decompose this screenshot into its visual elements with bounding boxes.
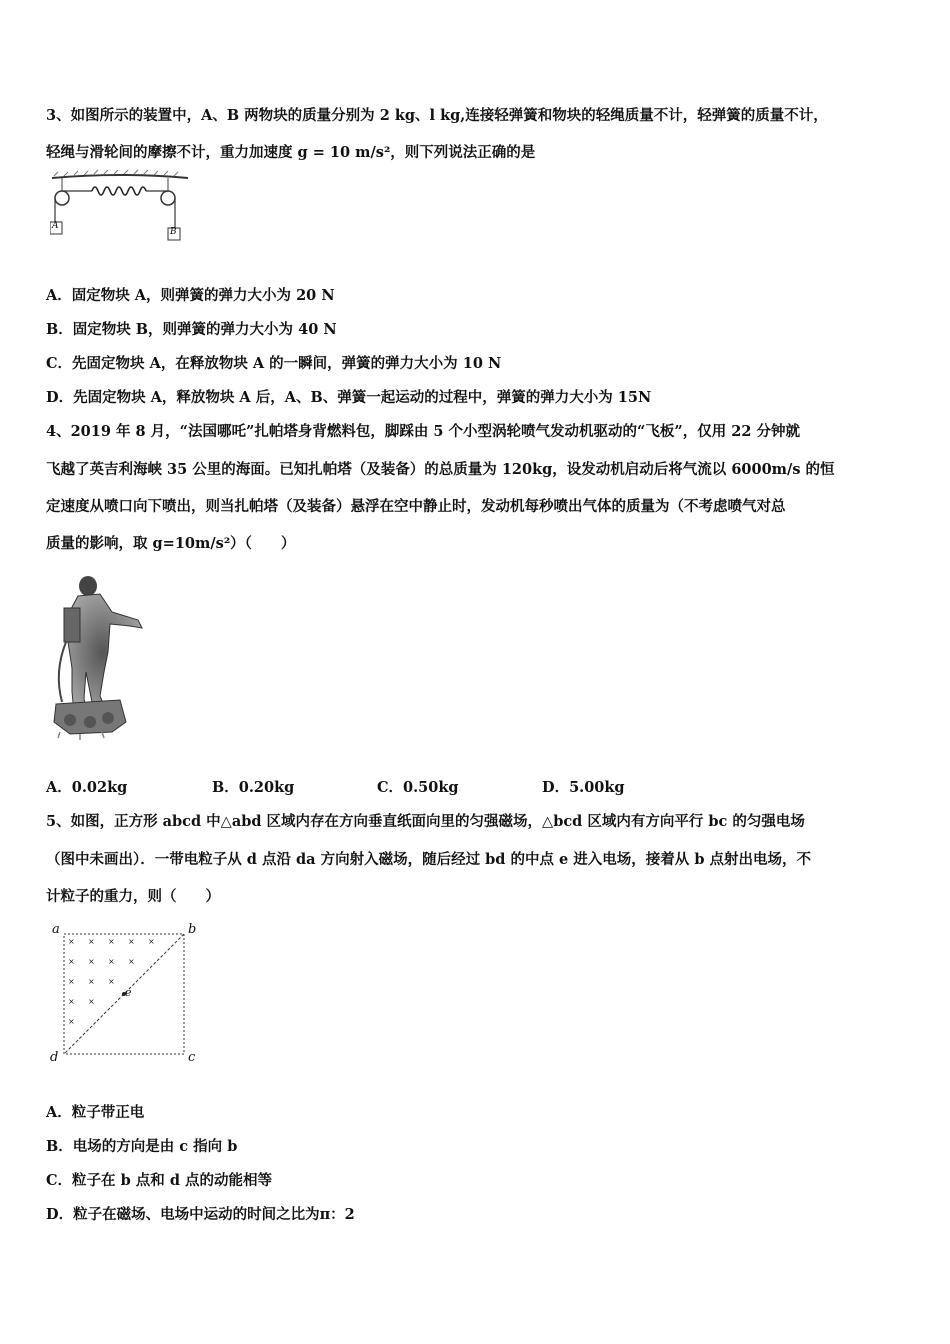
q3-option-d: D．先固定物块 A，释放物块 A 后，A、B、弹簧一起运动的过程中，弹簧的弹力大小为 15N	[46, 389, 652, 406]
q5-option-a: A．粒子带正电	[46, 1104, 145, 1121]
magnetic-field-cross: ×	[108, 977, 115, 986]
magnetic-field-cross: ×	[128, 957, 135, 966]
q4-option-b: B．0.20kg	[212, 779, 295, 796]
q4-text-line-1: 4、2019 年 8 月，“法国哪吒”扎帕塔身背燃料包，脚踩由 5 个小型涡轮喷气发动机驱动的“飞板”，仅用 22 分钟就	[46, 423, 800, 440]
q5-text-line-3: 计粒子的重力，则（ ）	[46, 888, 220, 905]
q3-fig-label-b: B	[170, 227, 177, 237]
magnetic-field-cross: ×	[88, 937, 95, 946]
q3-text-line-2: 轻绳与滑轮间的摩擦不计，重力加速度 g = 10 m/s²，则下列说法正确的是	[46, 144, 536, 161]
q5-fig-label-d: d	[50, 1050, 59, 1065]
magnetic-field-cross: ×	[68, 1017, 75, 1026]
q4-option-a: A．0.02kg	[46, 779, 128, 796]
q5-fig-label-a: a	[52, 922, 60, 937]
magnetic-field-cross: ×	[68, 977, 75, 986]
q5-fig-label-c: c	[188, 1050, 196, 1065]
q3-fig-label-a: A	[52, 221, 59, 231]
q5-fig-label-e: e	[125, 986, 132, 999]
magnetic-field-cross: ×	[88, 957, 95, 966]
q4-flyboard-photo	[50, 572, 150, 740]
magnetic-field-cross: ×	[108, 957, 115, 966]
magnetic-field-cross: ×	[68, 957, 75, 966]
magnetic-field-cross: ×	[148, 937, 155, 946]
q3-text-line-1: 3、如图所示的装置中，A、B 两物块的质量分别为 2 kg、l kg,连接轻弹簧和物块的轻绳质量不计，轻弹簧的质量不计，	[46, 107, 828, 124]
q3-spring-pulley-figure	[50, 168, 190, 246]
q3-option-a: A．固定物块 A，则弹簧的弹力大小为 20 N	[46, 287, 335, 304]
q5-option-c: C．粒子在 b 点和 d 点的动能相等	[46, 1172, 273, 1189]
magnetic-field-cross: ×	[128, 937, 135, 946]
magnetic-field-cross: ×	[88, 997, 95, 1006]
q4-option-c: C．0.50kg	[377, 779, 459, 796]
magnetic-field-cross: ×	[88, 977, 95, 986]
magnetic-field-cross: ×	[68, 997, 75, 1006]
q3-option-b: B．固定物块 B，则弹簧的弹力大小为 40 N	[46, 321, 337, 338]
q5-text-line-1: 5、如图，正方形 abcd 中△abd 区域内存在方向垂直纸面向里的匀强磁场，△bcd 区域内有方向平行 bc 的匀强电场	[46, 813, 805, 830]
q4-text-line-2: 飞越了英吉利海峡 35 公里的海面。已知扎帕塔（及装备）的总质量为 120kg，设发动机启动后将气流以 6000m/s 的恒	[46, 461, 835, 478]
q3-option-c: C．先固定物块 A，在释放物块 A 的一瞬间，弹簧的弹力大小为 10 N	[46, 355, 502, 372]
q5-option-d: D．粒子在磁场、电场中运动的时间之比为π：2	[46, 1206, 355, 1223]
magnetic-field-cross: ×	[108, 937, 115, 946]
q4-text-line-4: 质量的影响，取 g=10m/s²）（ ）	[46, 535, 296, 552]
q5-fig-label-b: b	[188, 922, 197, 937]
q4-text-line-3: 定速度从喷口向下喷出，则当扎帕塔（及装备）悬浮在空中静止时，发动机每秒喷出气体的质量为（不考虑喷气对总	[46, 498, 786, 515]
q4-option-d: D．5.00kg	[542, 779, 625, 796]
q5-option-b: B．电场的方向是由 c 指向 b	[46, 1138, 238, 1155]
q5-text-line-2: （图中未画出）．一带电粒子从 d 点沿 da 方向射入磁场，随后经过 bd 的中点 e 进入电场，接着从 b 点射出电场，不	[46, 851, 812, 868]
magnetic-field-cross: ×	[68, 937, 75, 946]
